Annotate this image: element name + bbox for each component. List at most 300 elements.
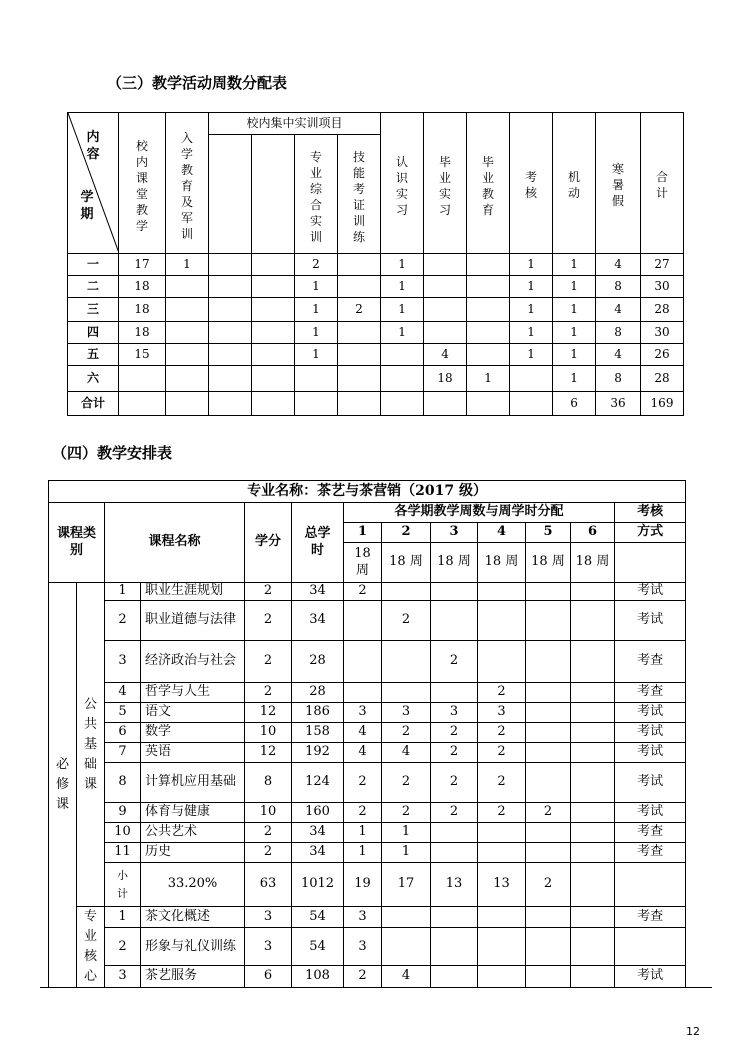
term-hours [431, 583, 478, 601]
week-cell [166, 366, 209, 392]
term-hours [344, 641, 382, 683]
week-cell [252, 366, 295, 392]
term-3: 3 [431, 523, 478, 543]
course-name: 经济政治与社会 [141, 641, 245, 683]
term-hours: 1 [344, 843, 382, 863]
term-label: 二 [68, 276, 119, 298]
term-hours: 4 [382, 743, 431, 763]
week-cell: 1 [553, 276, 596, 298]
week-cell: 8 [596, 276, 641, 298]
week-cell [424, 276, 467, 298]
course-credit: 2 [245, 583, 292, 601]
exam-method: 考试 [615, 803, 686, 823]
term-hours [344, 601, 382, 641]
exam-method [615, 928, 686, 966]
term-hours [382, 928, 431, 966]
subtotal-term-hours: 19 [344, 863, 382, 907]
course-number: 7 [105, 743, 141, 763]
exam-method: 考试 [615, 703, 686, 723]
week-cell: 28 [641, 366, 684, 392]
course-number: 10 [105, 823, 141, 843]
course-number: 8 [105, 763, 141, 803]
week-cell [338, 322, 381, 344]
term-hours [526, 683, 571, 703]
core-category: 专业核心 [77, 907, 105, 988]
term-hours [571, 928, 615, 966]
term-hours: 2 [431, 743, 478, 763]
exam-method: 考试 [615, 583, 686, 601]
course-name: 计算机应用基础 [141, 763, 245, 803]
term-hours: 2 [478, 723, 526, 743]
term-hours: 2 [382, 601, 431, 641]
term-hours [526, 641, 571, 683]
week-cell: 4 [596, 254, 641, 276]
week-cell: 18 [119, 322, 166, 344]
week-cell: 1 [510, 298, 553, 322]
term-hours [478, 928, 526, 966]
course-number: 11 [105, 843, 141, 863]
term-hours [478, 583, 526, 601]
header-hours: 总学时 [292, 503, 344, 583]
week-cell: 1 [510, 322, 553, 344]
term-hours [431, 966, 478, 987]
term-hours: 4 [382, 966, 431, 987]
term-hours: 2 [431, 641, 478, 683]
week-cell: 1 [467, 366, 510, 392]
term-hours [478, 966, 526, 987]
course-name: 哲学与人生 [141, 683, 245, 703]
term-hours [526, 583, 571, 601]
term-hours [478, 641, 526, 683]
term-hours [571, 601, 615, 641]
course-name: 数学 [141, 723, 245, 743]
week-cell: 2 [338, 298, 381, 322]
course-row [49, 703, 686, 723]
term-hours: 1 [382, 843, 431, 863]
course-number: 1 [105, 907, 141, 928]
course-row [49, 743, 686, 763]
term-hours [571, 763, 615, 803]
header-total: 合 计 [641, 113, 684, 254]
term-hours: 2 [344, 966, 382, 987]
week-cell [338, 254, 381, 276]
public-basic-category: 公共基础课 [77, 583, 105, 907]
term-row [68, 344, 684, 366]
course-number: 3 [105, 641, 141, 683]
course-number: 4 [105, 683, 141, 703]
course-credit: 2 [245, 683, 292, 703]
course-hours: 34 [292, 843, 344, 863]
course-number: 3 [105, 966, 141, 987]
header-classroom: 校 内 课 堂 教 学 [119, 113, 166, 254]
course-row [49, 907, 686, 928]
term-hours [571, 907, 615, 928]
course-credit: 2 [245, 601, 292, 641]
term-hours: 2 [431, 723, 478, 743]
course-row [49, 843, 686, 863]
header-distribution: 各学期教学周数与周学时分配 [344, 503, 615, 523]
week-cell: 36 [596, 392, 641, 416]
week-cell [338, 366, 381, 392]
week-cell [467, 298, 510, 322]
term-hours [571, 641, 615, 683]
exam-method: 考查 [615, 823, 686, 843]
exam-method: 考试 [615, 723, 686, 743]
week-cell [119, 392, 166, 416]
term-hours: 3 [344, 907, 382, 928]
week-cell: 1 [295, 276, 338, 298]
term-hours [478, 907, 526, 928]
course-name: 茶文化概述 [141, 907, 245, 928]
week-cell [209, 322, 252, 344]
subtotal-term-hours: 2 [526, 863, 571, 907]
course-credit: 6 [245, 966, 292, 987]
week-cell: 1 [381, 254, 424, 276]
course-hours: 186 [292, 703, 344, 723]
subtotal-exam [615, 863, 686, 907]
week-cell [295, 392, 338, 416]
term-hours [571, 723, 615, 743]
term-2: 2 [382, 523, 431, 543]
week-cell [467, 392, 510, 416]
week-cell [119, 366, 166, 392]
week-cell: 8 [596, 322, 641, 344]
week-cell: 169 [641, 392, 684, 416]
term-hours [478, 843, 526, 863]
term-hours: 1 [382, 823, 431, 843]
course-hours: 192 [292, 743, 344, 763]
week-cell: 28 [641, 298, 684, 322]
term-hours: 2 [344, 763, 382, 803]
week-cell [381, 392, 424, 416]
course-hours: 34 [292, 601, 344, 641]
week-cell [252, 254, 295, 276]
course-name: 语文 [141, 703, 245, 723]
header-skill-cert: 技 能 考 证 训 练 [338, 135, 381, 254]
course-name: 形象与礼仪训练 [141, 928, 245, 966]
term-label: 合计 [68, 392, 119, 416]
week-cell: 1 [553, 366, 596, 392]
major-title: 专业名称：茶艺与茶营销（2017 级） [49, 481, 686, 503]
term-hours: 2 [382, 723, 431, 743]
term-hours: 2 [431, 803, 478, 823]
term-hours: 3 [344, 703, 382, 723]
weeks-exam-blank [615, 543, 686, 583]
week-cell: 1 [381, 298, 424, 322]
course-row [49, 803, 686, 823]
week-cell: 18 [424, 366, 467, 392]
week-cell: 1 [166, 254, 209, 276]
week-cell [166, 298, 209, 322]
week-cell: 4 [596, 298, 641, 322]
term-hours [526, 843, 571, 863]
week-cell [166, 276, 209, 298]
course-hours: 34 [292, 583, 344, 601]
week-cell [510, 392, 553, 416]
week-cell [252, 322, 295, 344]
term-hours: 2 [431, 763, 478, 803]
course-row [49, 601, 686, 641]
header-training-group: 校内集中实训项目 [209, 113, 381, 135]
week-cell [252, 298, 295, 322]
header-category: 课程类别 [49, 503, 105, 583]
course-credit: 12 [245, 703, 292, 723]
course-credit: 10 [245, 723, 292, 743]
term-hours [382, 641, 431, 683]
week-cell: 1 [553, 254, 596, 276]
term-hours [431, 601, 478, 641]
term-hours: 3 [344, 928, 382, 966]
course-credit: 2 [245, 843, 292, 863]
course-row [49, 823, 686, 843]
exam-method: 考查 [615, 683, 686, 703]
week-cell: 17 [119, 254, 166, 276]
course-credit: 3 [245, 928, 292, 966]
term-1: 1 [344, 523, 382, 543]
header-exam-1: 考核 [615, 503, 686, 523]
course-hours: 158 [292, 723, 344, 743]
week-cell [166, 344, 209, 366]
term-hours [478, 823, 526, 843]
week-cell: 15 [119, 344, 166, 366]
term-hours [571, 843, 615, 863]
weeks-5: 18 周 [526, 543, 571, 583]
week-cell: 30 [641, 276, 684, 298]
course-number: 9 [105, 803, 141, 823]
corner-header [68, 113, 119, 254]
week-cell: 1 [553, 344, 596, 366]
course-hours: 54 [292, 907, 344, 928]
subtotal-hours: 1012 [292, 863, 344, 907]
week-cell: 6 [553, 392, 596, 416]
term-hours [526, 907, 571, 928]
week-cell [252, 392, 295, 416]
term-hours [431, 843, 478, 863]
course-credit: 8 [245, 763, 292, 803]
course-row [49, 723, 686, 743]
course-name: 体育与健康 [141, 803, 245, 823]
course-hours: 108 [292, 966, 344, 987]
course-number: 5 [105, 703, 141, 723]
course-hours: 124 [292, 763, 344, 803]
week-cell [338, 276, 381, 298]
course-name: 茶艺服务 [141, 966, 245, 987]
header-flexible: 机 动 [553, 113, 596, 254]
term-hours: 3 [478, 703, 526, 723]
exam-method: 考试 [615, 763, 686, 803]
header-blank-1 [209, 135, 252, 254]
term-hours [571, 743, 615, 763]
header-grad-practice: 毕 业 实 习 [424, 113, 467, 254]
course-name: 公共艺术 [141, 823, 245, 843]
subtotal-term-hours [571, 863, 615, 907]
week-cell: 1 [510, 254, 553, 276]
term-hours [526, 601, 571, 641]
teaching-weeks-table [67, 112, 684, 416]
header-exam: 考 核 [510, 113, 553, 254]
course-hours: 54 [292, 928, 344, 966]
week-cell [209, 276, 252, 298]
week-cell [467, 276, 510, 298]
exam-method: 考查 [615, 907, 686, 928]
teaching-schedule-table [48, 480, 686, 988]
week-cell: 1 [381, 322, 424, 344]
week-cell [209, 298, 252, 322]
term-hours: 2 [526, 803, 571, 823]
course-number: 1 [105, 583, 141, 601]
week-cell [166, 322, 209, 344]
week-cell: 18 [119, 276, 166, 298]
term-hours [571, 703, 615, 723]
course-hours: 160 [292, 803, 344, 823]
corner-content-label: 内容 [86, 130, 100, 162]
subtotal-term-hours: 13 [478, 863, 526, 907]
header-credit: 学分 [245, 503, 292, 583]
weeks-6: 18 周 [571, 543, 615, 583]
subtotal-percent: 33.20% [141, 863, 245, 907]
term-4: 4 [478, 523, 526, 543]
course-credit: 12 [245, 743, 292, 763]
course-row [49, 583, 686, 601]
week-cell: 1 [553, 298, 596, 322]
term-row [68, 254, 684, 276]
subtotal-term-hours: 13 [431, 863, 478, 907]
course-number: 2 [105, 928, 141, 966]
term-row [68, 392, 684, 416]
term-hours [382, 907, 431, 928]
term-label: 一 [68, 254, 119, 276]
header-orientation: 入 学 教 育 及 军 训 [166, 113, 209, 254]
week-cell [209, 392, 252, 416]
week-cell [166, 392, 209, 416]
course-row [49, 928, 686, 966]
course-hours: 28 [292, 683, 344, 703]
course-number: 2 [105, 601, 141, 641]
week-cell [338, 392, 381, 416]
week-cell: 1 [295, 344, 338, 366]
week-cell [381, 366, 424, 392]
course-row [49, 683, 686, 703]
term-hours: 3 [431, 703, 478, 723]
week-cell [252, 276, 295, 298]
week-cell: 8 [596, 366, 641, 392]
exam-method: 考查 [615, 843, 686, 863]
week-cell: 1 [381, 276, 424, 298]
week-cell: 1 [295, 322, 338, 344]
course-hours: 34 [292, 823, 344, 843]
course-credit: 3 [245, 907, 292, 928]
term-hours [571, 683, 615, 703]
term-5: 5 [526, 523, 571, 543]
course-credit: 2 [245, 823, 292, 843]
term-hours [478, 601, 526, 641]
term-hours [526, 743, 571, 763]
term-hours: 2 [382, 803, 431, 823]
weeks-1: 18周 [344, 543, 382, 583]
term-hours [526, 703, 571, 723]
week-cell [467, 344, 510, 366]
required-category: 必修课 [49, 583, 77, 988]
term-row [68, 322, 684, 344]
term-hours [344, 683, 382, 703]
term-row [68, 276, 684, 298]
week-cell: 27 [641, 254, 684, 276]
course-row [49, 763, 686, 803]
term-hours [431, 683, 478, 703]
term-hours: 2 [344, 583, 382, 601]
course-name: 历史 [141, 843, 245, 863]
term-label: 三 [68, 298, 119, 322]
week-cell: 1 [510, 344, 553, 366]
term-hours [526, 928, 571, 966]
week-cell [209, 344, 252, 366]
header-vacation: 寒 暑 假 [596, 113, 641, 254]
header-blank-2 [252, 135, 295, 254]
week-cell [467, 254, 510, 276]
term-hours: 2 [478, 763, 526, 803]
term-hours [382, 683, 431, 703]
week-cell [295, 366, 338, 392]
week-cell [252, 344, 295, 366]
term-hours [526, 966, 571, 987]
course-credit: 10 [245, 803, 292, 823]
course-name: 英语 [141, 743, 245, 763]
header-grad-education: 毕 业 教 育 [467, 113, 510, 254]
term-hours [382, 583, 431, 601]
week-cell [338, 344, 381, 366]
term-hours: 1 [344, 823, 382, 843]
subtotal-label: 小计 [105, 863, 141, 907]
course-hours: 28 [292, 641, 344, 683]
weeks-4: 18 周 [478, 543, 526, 583]
week-cell [424, 322, 467, 344]
term-hours [431, 823, 478, 843]
header-comprehensive: 专 业 综 合 实 训 [295, 135, 338, 254]
week-cell: 30 [641, 322, 684, 344]
page-number: 12 [686, 1025, 700, 1038]
term-hours: 2 [478, 743, 526, 763]
week-cell: 26 [641, 344, 684, 366]
weeks-2: 18 周 [382, 543, 431, 583]
course-row [49, 641, 686, 683]
term-hours [571, 966, 615, 987]
term-hours [571, 583, 615, 601]
term-row [68, 366, 684, 392]
corner-term-label: 学期 [80, 190, 94, 222]
term-hours [526, 723, 571, 743]
weeks-3: 18 周 [431, 543, 478, 583]
header-cognition-practice: 认 识 实 习 [381, 113, 424, 254]
week-cell [209, 254, 252, 276]
week-cell: 18 [119, 298, 166, 322]
term-hours: 2 [478, 683, 526, 703]
section-4-title: （四）教学安排表 [52, 444, 173, 462]
week-cell [424, 298, 467, 322]
course-name: 职业生涯规划 [141, 583, 245, 601]
section-3-title: （三）教学活动周数分配表 [107, 74, 288, 92]
week-cell [381, 344, 424, 366]
week-cell: 1 [295, 298, 338, 322]
header-course-name: 课程名称 [105, 503, 245, 583]
subtotal-credit: 63 [245, 863, 292, 907]
week-cell: 1 [510, 276, 553, 298]
term-hours [431, 907, 478, 928]
week-cell [510, 366, 553, 392]
header-exam-2: 方式 [615, 523, 686, 543]
course-row [49, 966, 686, 987]
term-hours [526, 823, 571, 843]
subtotal-term-hours: 17 [382, 863, 431, 907]
